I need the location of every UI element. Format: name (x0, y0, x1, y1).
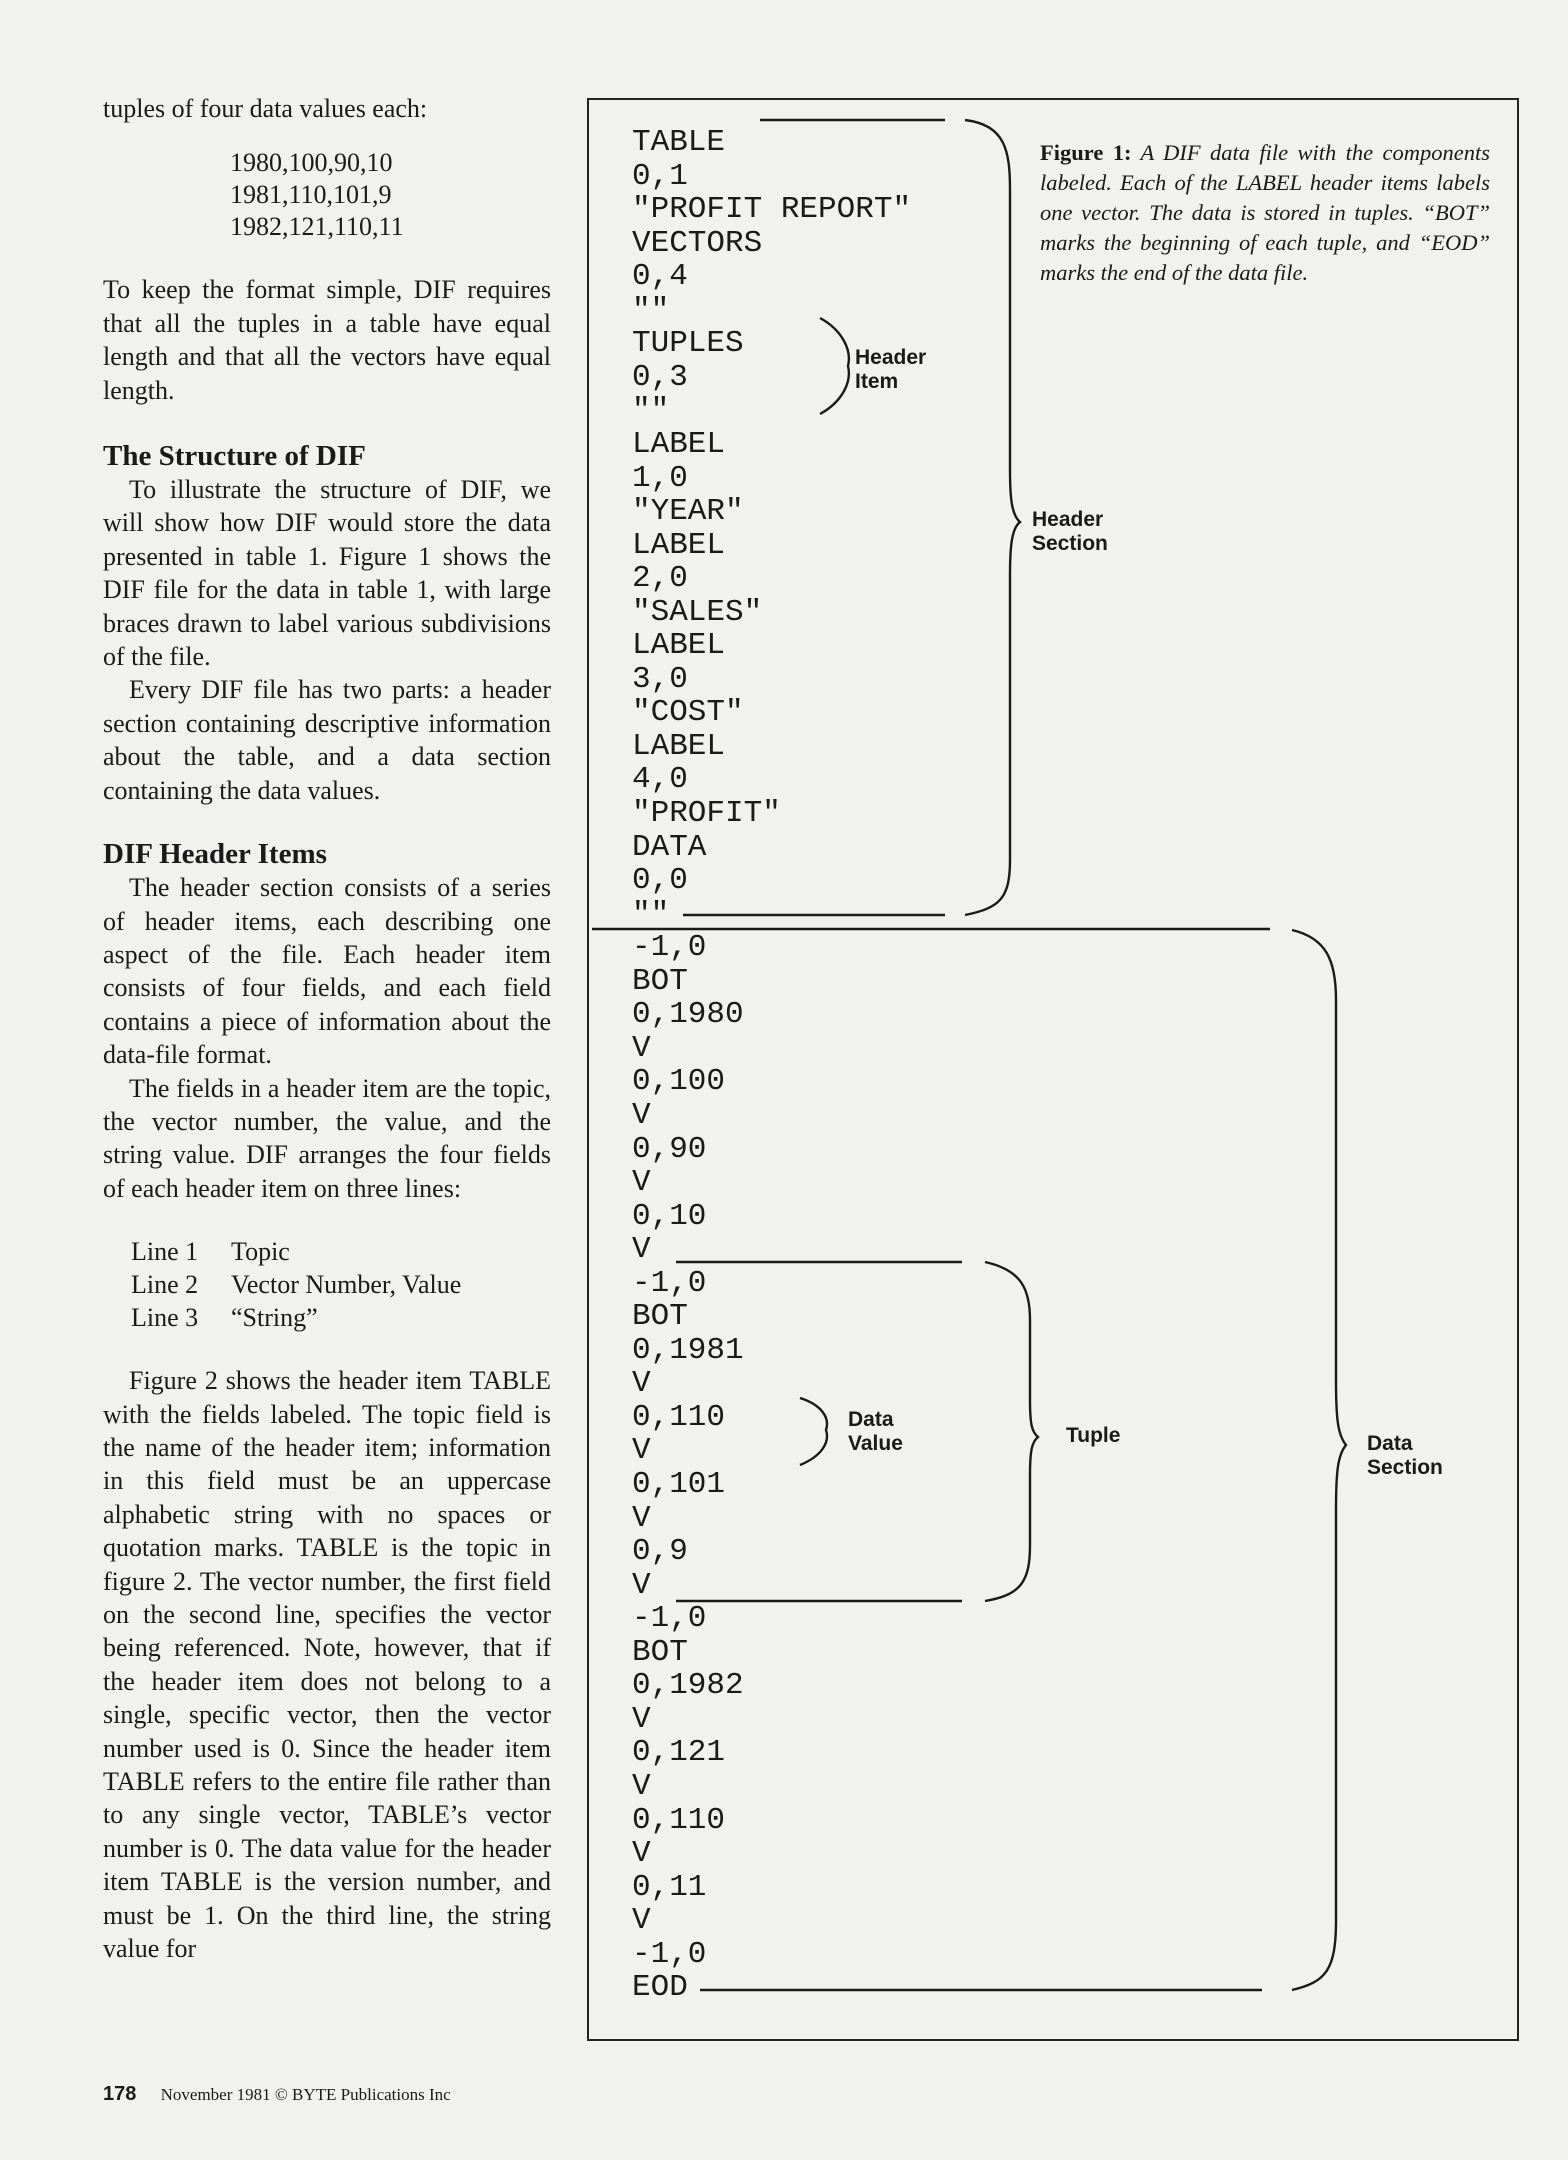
data-section-label: Data Section (1367, 1432, 1443, 1479)
code-line: V (632, 1097, 651, 1133)
code-line: 0,10 (632, 1198, 707, 1234)
code-line: 0,1982 (632, 1668, 744, 1704)
heading-header-items: DIF Header Items (103, 838, 327, 871)
code-line: "PROFIT REPORT" (632, 192, 912, 228)
data-section-brace (1292, 930, 1346, 1990)
code-line: 0,1980 (632, 997, 744, 1033)
code-line: 0,11 (632, 1869, 707, 1905)
code-line: 4,0 (632, 762, 688, 798)
tuple-row: 1981,110,101,9 (230, 180, 392, 210)
code-line: V (632, 1500, 651, 1536)
header-item-label: Header Item (855, 346, 927, 393)
paragraph-header-2: The fields in a header item are the topic, the vector number, the value, and the string value. DIF arranges the four fields of each header item on three lines: (103, 1073, 551, 1203)
code-line: TABLE (632, 125, 726, 160)
code-line: 0,110 (632, 1399, 726, 1435)
code-line: 0,100 (632, 1064, 726, 1100)
code-line: 0,0 (632, 863, 688, 899)
code-line: "PROFIT" (632, 796, 781, 831)
line-row: Line 3 “String” (131, 1303, 318, 1333)
header-item-brace (820, 318, 849, 414)
code-line: BOT (632, 1299, 688, 1335)
code-line: "YEAR" (632, 494, 744, 530)
code-line: 0,4 (632, 259, 688, 295)
code-line: V (632, 1903, 651, 1939)
paragraph-structure-2: Every DIF file has two parts: a header section containing descriptive information about the table, and a data section containing the data values. (103, 675, 551, 805)
code-line: "COST" (632, 695, 744, 731)
code-line: 1,0 (632, 460, 688, 496)
caption-label: Figure 1: (1040, 140, 1132, 165)
header-section-label: Header Section (1032, 508, 1108, 555)
data-value-brace (800, 1398, 827, 1465)
code-line: 0,9 (632, 1534, 688, 1570)
intro-line: tuples of four data values each: (103, 94, 428, 123)
code-line: LABEL (632, 426, 726, 462)
code-line: 3,0 (632, 661, 688, 697)
tuple-label: Tuple (1066, 1424, 1121, 1447)
code-line: "" (632, 896, 670, 932)
code-line: 0,1981 (632, 1332, 744, 1368)
paragraph-structure-1: To illustrate the structure of DIF, we will show how DIF would store the data presented in table 1. Figure 1 shows the DIF file for the data in table 1, with large braces drawn to label various subdivisions of the file. (103, 475, 551, 672)
code-line: 2,0 (632, 561, 688, 597)
tuple-row: 1980,100,90,10 (230, 148, 393, 178)
code-line: TUPLES (632, 326, 744, 362)
code-line: 0,90 (632, 1131, 707, 1167)
code-line: V (632, 1366, 651, 1402)
code-line: -1,0 (632, 1265, 707, 1301)
footer-text: November 1981 © BYTE Publications Inc (160, 2085, 451, 2104)
code-line: V (632, 1232, 651, 1268)
code-line: VECTORS (632, 225, 763, 261)
code-line: -1,0 (632, 930, 707, 966)
tuple-row: 1982,121,110,11 (230, 212, 404, 242)
line-row: Line 1 Topic (131, 1237, 290, 1267)
code-line: V (632, 1701, 651, 1737)
paragraph-header-1: The header section consists of a series of header items, each describing one aspect of the file. Each header item consists of four fields, and each field contains a piece of information about the data-file format. (103, 873, 551, 1070)
caption-text: A DIF data file with the components labeled. Each of the LABEL header items labels one vector. The data is stored in tuples. “BOT” marks the beginning of each tuple, and “EOD” marks the end of the data file. (1040, 140, 1491, 285)
code-line: -1,0 (632, 1601, 707, 1637)
code-line: "" (632, 292, 670, 328)
code-line: "SALES" (632, 594, 763, 630)
code-line: "" (632, 393, 670, 429)
code-line: V (632, 1030, 651, 1066)
code-line: LABEL (632, 728, 726, 764)
code-line: DATA (632, 829, 707, 865)
code-line: BOT (632, 1634, 688, 1670)
code-line: LABEL (632, 628, 726, 664)
code-line: V (632, 1433, 651, 1469)
code-line: 0,101 (632, 1467, 726, 1502)
tuple-brace (985, 1262, 1038, 1601)
line-row: Line 2 Vector Number, Value (131, 1270, 462, 1300)
header-section-brace (965, 120, 1020, 915)
code-line: LABEL (632, 527, 726, 563)
code-line: 0,110 (632, 1802, 726, 1838)
code-line: 0,3 (632, 359, 688, 395)
code-line: V (632, 1165, 651, 1201)
paragraph-simple: To keep the format simple, DIF requires that all the tuples in a table have equal length and that all the vectors have equal length. (103, 275, 551, 405)
code-line: 0,1 (632, 158, 688, 194)
data-value-label: Data Value (848, 1408, 903, 1455)
paragraph-figure2: Figure 2 shows the header item TABLE with the fields labeled. The topic field is the name of the header item; information in this field must be an uppercase alphabetic string with no spaces or quotation marks. TABLE is the topic in figure 2. The vector number, the first field on the second line, specifies the vector being referenced. Note, however, that if the header item does not belong to a single, specific vector, then the vector number used is 0. Since the header item TABLE refers to the entire file rather than to any single vector, TABLE’s vector number is 0. The data value for the header item TABLE is the version number, and must be 1. On the third line, the string value for (103, 1366, 551, 1964)
code-line: V (632, 1836, 651, 1872)
code-line: -1,0 (632, 1936, 707, 1972)
code-line: BOT (632, 963, 688, 999)
heading-structure: The Structure of DIF (103, 440, 366, 473)
code-line: EOD (632, 1970, 688, 2006)
page-number: 178 (103, 2083, 137, 2105)
code-line: 0,121 (632, 1735, 726, 1771)
code-line: V (632, 1768, 651, 1804)
code-line: V (632, 1567, 651, 1603)
